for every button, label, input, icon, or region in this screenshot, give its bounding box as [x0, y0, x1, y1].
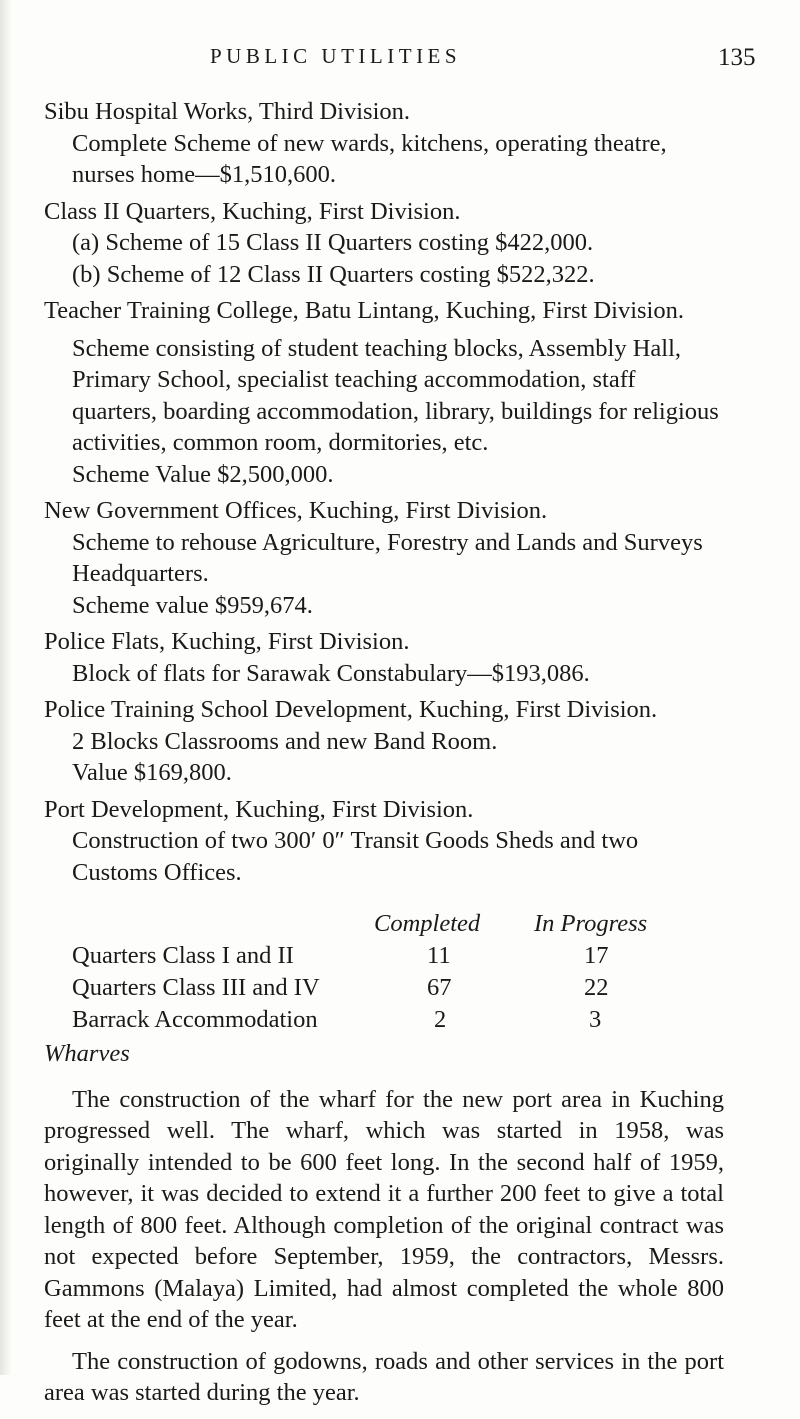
entry-police-flats [44, 626, 724, 689]
wharves-paragraph: The construction of godowns, roads and other services in the port area was started during the year. [44, 1347, 724, 1406]
table-cell-in-progress: 22 [584, 974, 609, 1001]
table-row [72, 940, 722, 972]
table-row [72, 972, 722, 1004]
entry-port-development [44, 794, 724, 889]
table-header-in-progress: In Progress [534, 910, 648, 937]
entry-line: Scheme to rehouse Agriculture, Forestry and Lands and Surveys Headquarters. [72, 528, 703, 587]
table-row-label: Barrack Accommodation [72, 1006, 318, 1033]
table-cell-in-progress: 17 [584, 942, 609, 969]
table-row-label: Quarters Class I and II [72, 942, 294, 969]
entry-title: Port Development, Kuching, First Division. [44, 795, 474, 823]
entry-line: Scheme value $959,674. [72, 591, 313, 619]
entry-title: Teacher Training College, Batu Lintang, Kuching, First Division. [44, 297, 684, 324]
table-cell-completed: 67 [427, 974, 452, 1001]
entry-title: New Government Offices, Kuching, First Division. [44, 497, 548, 524]
running-title: PUBLIC UTILITIES [210, 44, 462, 68]
page-number: 135 [718, 44, 756, 71]
entry-line: Construction of two 300′ 0″ Transit Goods Sheds and two Customs Offices. [72, 827, 639, 886]
quarters-table [44, 908, 724, 1038]
entry-line: (a) Scheme of 15 Class II Quarters costing $422,000. [72, 229, 594, 256]
table-row [72, 1004, 722, 1036]
entry-teacher-training-college [44, 295, 724, 490]
page-header [0, 44, 800, 74]
entry-police-training-school [44, 694, 724, 789]
page-body [44, 96, 724, 1419]
entry-line: (b) Scheme of 12 Class II Quarters costing $522,322. [72, 260, 595, 288]
entry-line: Value $169,800. [72, 759, 232, 786]
entry-line: 2 Blocks Classrooms and new Band Room. [72, 727, 498, 755]
entry-title: Class II Quarters, Kuching, First Division. [44, 197, 461, 225]
entry-class-ii-quarters [44, 196, 724, 291]
table-header-completed: Completed [374, 910, 481, 937]
wharves-paragraph: The construction of the wharf for the new port area in Kuching progressed well. The wharf, which was started in 1958, was originally intended to be 600 feet long. In the second half of 1959, however, it was decided to extend it a further 200 feet to give a total length of 800 feet. Although completion of the original contract was not expected before September, 1959, the contractors, Messrs. Gammons (Malaya) Limited, had almost completed the whole 800 feet at the end of the year. [44, 1085, 724, 1333]
entry-sibu-hospital [44, 96, 724, 191]
entry-title: Police Flats, Kuching, First Division. [44, 628, 410, 655]
table-cell-completed: 11 [427, 942, 451, 969]
entry-title: Sibu Hospital Works, Third Division. [44, 98, 411, 125]
table-cell-in-progress: 3 [589, 1006, 602, 1033]
entry-line: Scheme Value $2,500,000. [72, 460, 334, 488]
section-heading-wharves: Wharves [44, 1040, 130, 1067]
table-cell-completed: 2 [434, 1006, 447, 1033]
page-edge-shadow [0, 0, 12, 1375]
entry-title: Police Training School Development, Kuching, First Division. [44, 696, 658, 723]
entry-line: Scheme consisting of student teaching blocks, Assembly Hall, Primary School, specialist teaching accommodation, staff quarters, boarding accommodation, library, buildings for religious activities, common room, dormitories, etc. [72, 334, 719, 456]
entry-line: Complete Scheme of new wards, kitchens, operating theatre, nurses home—$1,510,600. [72, 129, 667, 188]
entry-line: Block of flats for Sarawak Constabulary—$193,086. [72, 659, 590, 687]
entry-new-government-offices [44, 495, 724, 621]
table-row-label: Quarters Class III and IV [72, 974, 320, 1001]
